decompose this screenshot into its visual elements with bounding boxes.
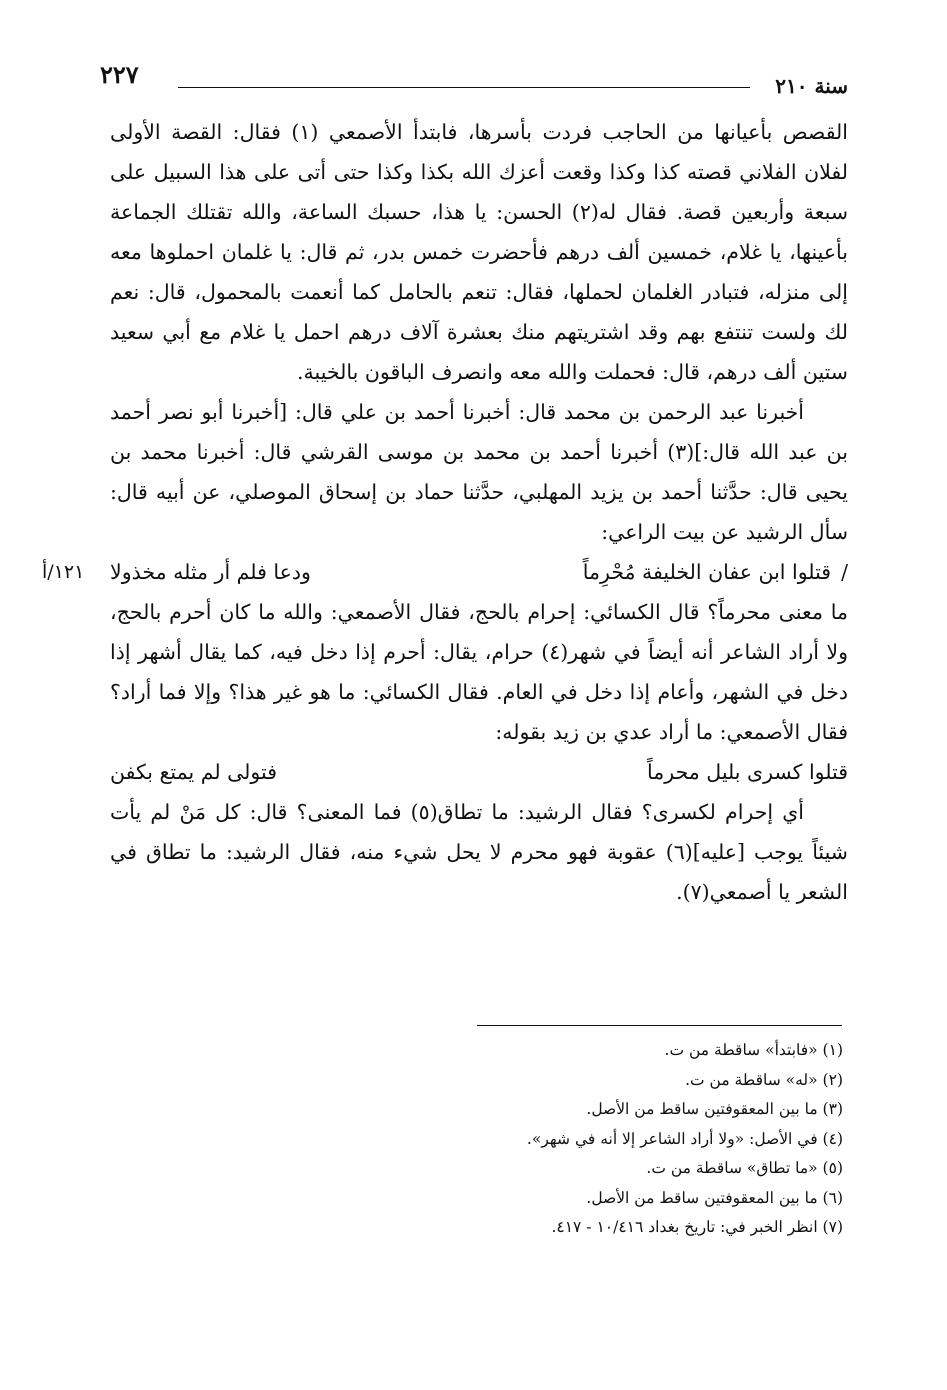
verse-2-first-hemistich: قتلوا كسرى بليل محرماً xyxy=(647,760,848,784)
footnote: (٦) ما بين المعقوفتين ساقط من الأصل. xyxy=(586,1188,843,1207)
folio-mark: ١٢١/أ xyxy=(42,561,85,583)
footnotes xyxy=(323,1036,843,1243)
main-text xyxy=(42,112,849,912)
paragraph-4: أي إحرام لكسرى؟ فقال الرشيد: ما تطاق(٥) فما المعنى؟ قال: كل مَنْ لم يأت شيئاً يوجب [عليه](٦) عقوبة فهو محرم لا يحل شيء منه، فقال الرشيد: ما تطاق في الشعر يا أصمعي(٧). xyxy=(110,800,848,904)
footnote: (٧) انظر الخبر في: تاريخ بغداد ١٠/٤١٦ - ٤١٧. xyxy=(551,1218,843,1236)
verse-1 xyxy=(42,552,848,592)
footnote: (٢) «له» ساقطة من ت. xyxy=(685,1070,843,1089)
paragraph-2: أخبرنا عبد الرحمن بن محمد قال: أخبرنا أحمد بن علي قال: [أخبرنا أبو نصر أحمد بن عبد الله قال:](٣) أخبرنا أحمد بن محمد بن موسى القرشي قال: أخبرنا محمد بن يحيى قال: حدَّثنا أحمد بن يزيد المهلبي، حدَّثنا حماد بن إسحاق الموصلي، عن أبيه قال: سأل الرشيد عن بيت الراعي: xyxy=(110,400,848,544)
verse-2-second-hemistich: فتولى لم يمتع بكفن xyxy=(110,760,278,784)
running-head-year: سنة ٢١٠ xyxy=(775,74,848,98)
footnote: (٤) في الأصل: «ولا أراد الشاعر إلا أنه في شهر». xyxy=(526,1129,843,1148)
page-number: ٢٢٧ xyxy=(100,60,139,89)
footnote-separator xyxy=(477,1025,842,1026)
header-rule xyxy=(178,87,750,88)
verse-1-right-text: قتلوا ابن عفان الخليفة مُحْرِماً xyxy=(582,560,832,584)
page-header xyxy=(100,60,848,100)
verse-1-second-hemistich: ودعا فلم أر مثله مخذولا xyxy=(110,560,311,584)
folio-slash: / xyxy=(841,560,848,584)
verse-1-first-hemistich xyxy=(583,552,848,592)
footnote: (١) «فابتدأ» ساقطة من ت. xyxy=(664,1041,843,1059)
footnote: (٣) ما بين المعقوفتين ساقط من الأصل. xyxy=(586,1100,843,1118)
verse-2 xyxy=(110,752,848,792)
paragraph-1: القصص بأعيانها من الحاجب فردت بأسرها، فابتدأ الأصمعي (١) فقال: القصة الأولى لفلان الفلاني قصته كذا وكذا وقعت أعزك الله بكذا وكذا حتى أتى على هذا السبيل على سبعة وأربعين قصة. فقال له(٢) الحسن: يا هذا، حسبك الساعة، والله تقتلك الجماعة بأعينها، يا غلام، خمسين ألف درهم فأحضرت خمس بدر، ثم قال: يا غلمان احملوها معه إلى منزله، فتبادر الغلمان لحملها، فقال: تنعم بالحامل كما أنعمت بالمحمول، قال: نعم لك ولست تنتفع بهم وقد اشتريتهم منك بعشرة آلاف درهم احمل يا غلام مع أبي سعيد ستين ألف درهم، قال: فحملت والله معه وانصرف الباقون بالخيبة. xyxy=(110,120,849,384)
paragraph-3: ما معنى محرماً؟ قال الكسائي: إحرام بالحج، فقال الأصمعي: والله ما كان أحرم بالحج، ولا أراد الشاعر أنه أيضاً في شهر(٤) حرام، يقال: أحرم إذا دخل فيه، كما يقال أشهر إذا دخل في الشهر، وأعام إذا دخل في العام. فقال الكسائي: ما هو غير هذا؟ وإلا فما أراد؟ فقال الأصمعي: ما أراد عدي بن زيد بقوله: xyxy=(110,600,849,744)
footnote: (٥) «ما تطاق» ساقطة من ت. xyxy=(646,1159,843,1177)
